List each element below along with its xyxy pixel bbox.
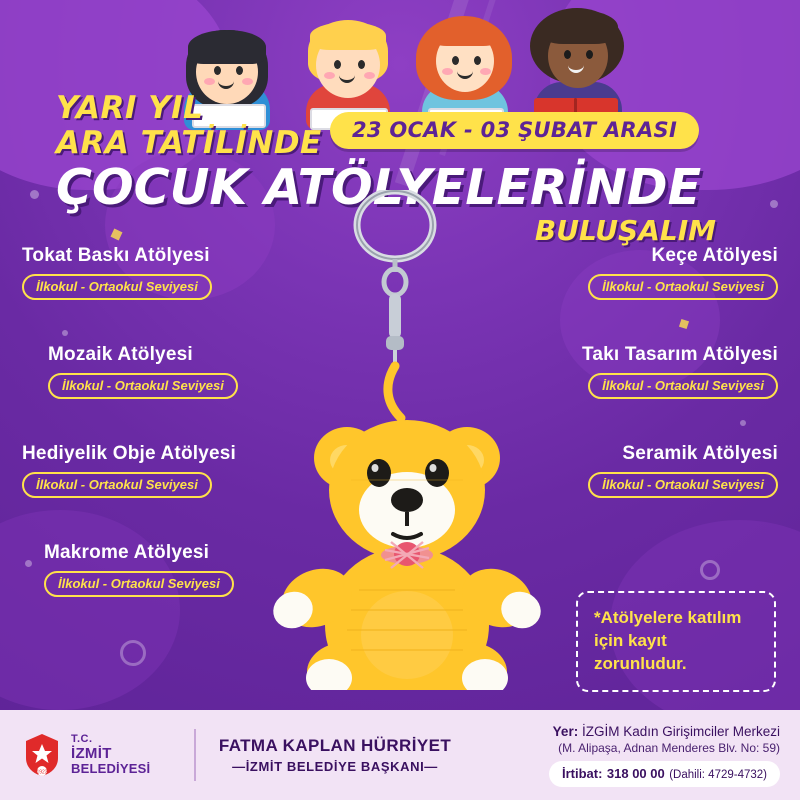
workshop-title: Makrome Atölyesi xyxy=(44,542,210,563)
decorative-ring xyxy=(700,560,720,580)
workshop-item xyxy=(48,344,322,399)
mayor-name: FATMA KAPLAN HÜRRİYET xyxy=(218,736,452,755)
workshop-item xyxy=(478,443,778,498)
workshop-item xyxy=(44,542,322,597)
venue-address: (M. Alipaşa, Adnan Menderes Blv. No: 59) xyxy=(558,740,780,755)
logo-wordmark xyxy=(71,734,150,775)
workshop-level-badge: İlkokul - Ortaokul Seviyesi xyxy=(588,373,778,399)
workshop-level-badge: İlkokul - Ortaokul Seviyesi xyxy=(44,571,234,597)
workshop-title: Takı Tasarım Atölyesi xyxy=(581,344,778,365)
decorative-dot xyxy=(770,200,778,208)
venue-line xyxy=(460,724,780,739)
workshop-item xyxy=(22,245,322,300)
workshop-level-badge: İlkokul - Ortaokul Seviyesi xyxy=(22,274,212,300)
workshop-item xyxy=(22,443,322,498)
workshop-title: Tokat Baskı Atölyesi xyxy=(22,245,210,266)
workshop-level-badge: İlkokul - Ortaokul Seviyesi xyxy=(588,274,778,300)
contact-block xyxy=(460,724,800,787)
mayor-role: —İZMİT BELEDİYE BAŞKANI— xyxy=(232,759,438,774)
headline-line2: ARA TATİLİNDE xyxy=(56,124,322,161)
workshop-level-badge: İlkokul - Ortaokul Seviyesi xyxy=(588,472,778,498)
venue-name: İZGİM Kadın Girişimciler Merkezi xyxy=(581,723,780,739)
footer-divider xyxy=(194,729,196,781)
logo-line-1: T.C. xyxy=(71,733,93,746)
workshops-left-column xyxy=(22,245,322,641)
headline-main: ÇOCUK ATÖLYELERİNDE xyxy=(56,159,702,217)
registration-note: *Atölyelere katılım için kayıt zorunludur. xyxy=(576,591,776,692)
workshop-item xyxy=(478,344,778,399)
workshops-right-column xyxy=(478,245,778,542)
headline-sub: BULUŞALIM xyxy=(534,214,716,248)
contact-label: İrtibat: xyxy=(561,765,603,781)
contact-phone-pill xyxy=(549,761,780,787)
logo-line-3: BELEDİYESİ xyxy=(71,760,151,776)
workshop-item xyxy=(478,245,778,300)
workshop-title: Hediyelik Obje Atölyesi xyxy=(22,443,237,464)
contact-phone: 318 00 00 xyxy=(606,765,665,781)
contact-extension: (Dahili: 4729-4732) xyxy=(669,768,767,781)
headline-line1: YARI YIL xyxy=(56,90,204,126)
decorative-dot xyxy=(30,190,39,199)
izmit-crest-icon xyxy=(22,732,62,778)
venue-label: Yer: xyxy=(552,723,579,739)
date-badge: 23 OCAK - 03 ŞUBAT ARASI xyxy=(330,112,699,149)
decorative-ring xyxy=(120,640,146,666)
workshop-title: Keçe Atölyesi xyxy=(651,245,778,266)
workshop-title: Mozaik Atölyesi xyxy=(48,344,193,365)
workshop-title: Seramik Atölyesi xyxy=(622,443,778,464)
workshop-level-badge: İlkokul - Ortaokul Seviyesi xyxy=(48,373,238,399)
workshop-level-badge: İlkokul - Ortaokul Seviyesi xyxy=(22,472,212,498)
municipality-logo xyxy=(0,732,180,778)
mayor-block xyxy=(210,736,460,774)
logo-line-2: İZMİT xyxy=(71,745,112,762)
footer-bar xyxy=(0,710,800,800)
svg-text:1923: 1923 xyxy=(36,769,48,776)
